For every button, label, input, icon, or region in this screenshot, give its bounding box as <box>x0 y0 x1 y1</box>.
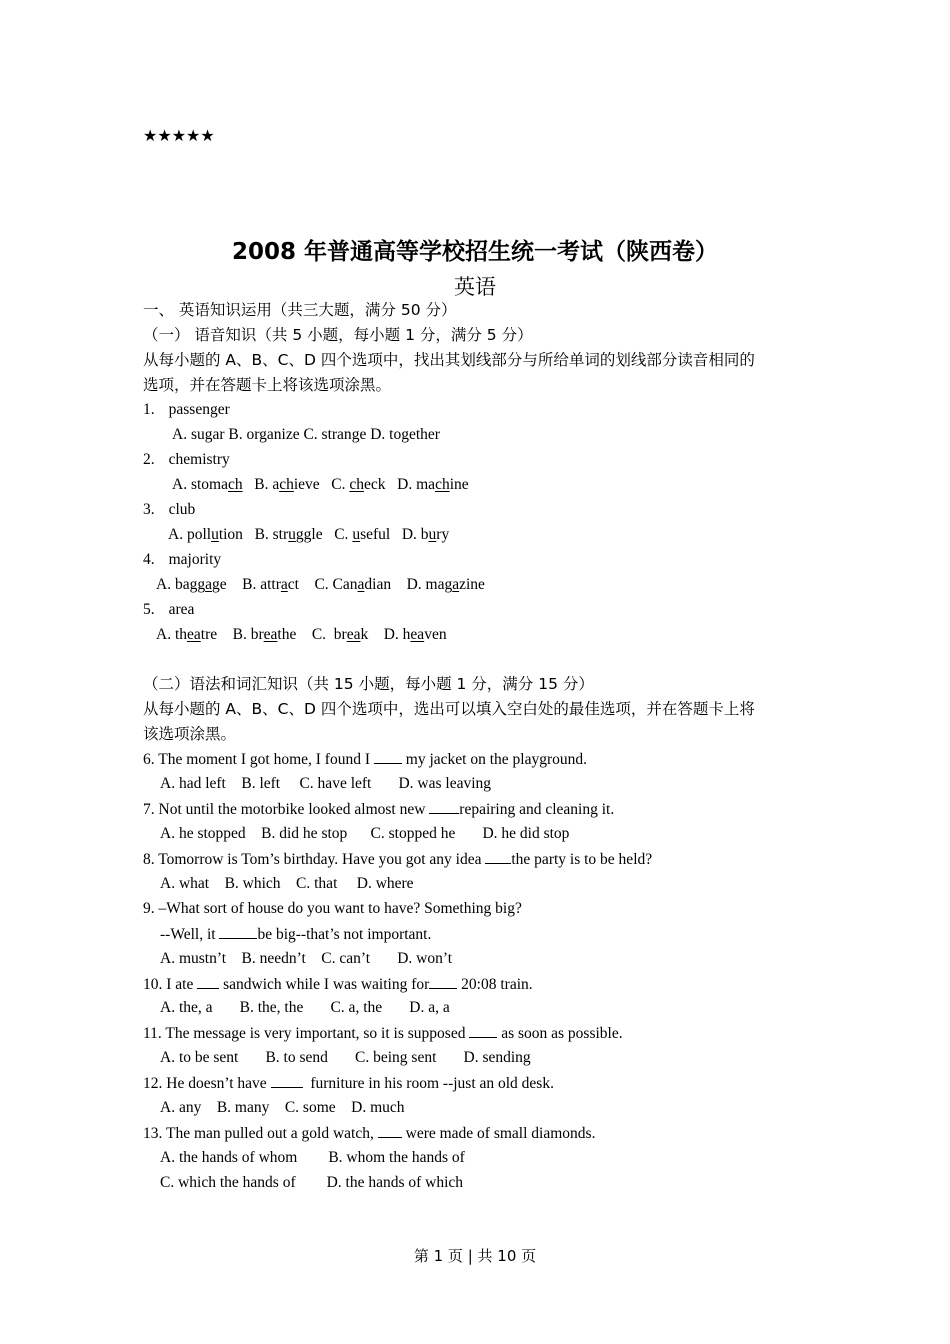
underlined-letters: g <box>204 426 213 443</box>
option: A. stomach <box>172 476 243 493</box>
rating-stars: ★★★★★ <box>143 126 215 145</box>
question-10: 10. I ate sandwich while I was waiting for 20:08 train. <box>143 976 533 993</box>
question-number: 3. <box>143 501 155 518</box>
option: A. pollution <box>168 526 243 543</box>
phonetic-question-4 <box>143 550 221 570</box>
underlined-letters: ea <box>263 626 278 643</box>
underlined-letters: ea <box>410 626 425 643</box>
underlined-letters: g <box>401 426 409 443</box>
question-8: 8. Tomorrow is Tom’s birthday. Have you got any idea the party is to be held? <box>143 851 653 868</box>
target-word: majority <box>168 551 222 568</box>
answer-blank <box>374 749 402 764</box>
page-footer: 第 1 页 | 共 10 页 <box>413 1247 537 1265</box>
target-word: passenger <box>168 401 230 418</box>
phonetic-options-4 <box>156 575 485 595</box>
phonetic-options-3 <box>168 525 449 545</box>
underlined-letters: a <box>357 576 365 593</box>
option: A. sugar <box>172 426 225 443</box>
target-word: chemistry <box>168 451 230 468</box>
question-13-options-cd: C. which the hands of D. the hands of which <box>160 1174 464 1191</box>
option: A. theatre <box>156 626 218 643</box>
question-9-reply: --Well, it be big--that’s not important. <box>160 926 432 943</box>
underlined-letters: g <box>351 426 360 443</box>
option: C. useful <box>334 526 391 543</box>
question-9-options: A. mustn’t B. needn’t C. can’t D. won’t <box>160 950 453 967</box>
underlined-letters: ch <box>227 476 243 493</box>
question-9: 9. –What sort of house do you want to have? Something big? <box>143 900 522 917</box>
phonetic-options-2 <box>172 475 469 495</box>
question-10-options: A. the, a B. the, the C. a, the D. a, a <box>160 999 450 1016</box>
question-12: 12. He doesn’t have furniture in his room --just an old desk. <box>143 1075 554 1092</box>
option: D. magazine <box>406 576 485 593</box>
option: D. machine <box>397 476 469 493</box>
option: D. heaven <box>383 626 447 643</box>
answer-blank <box>429 974 457 989</box>
option: D. together <box>370 426 440 443</box>
underlined-letters: u <box>428 526 437 543</box>
question-13-options-ab: A. the hands of whom B. whom the hands of <box>160 1149 465 1166</box>
phonetic-options-1 <box>172 425 440 445</box>
phonetic-question-3 <box>143 500 195 520</box>
option: B. breathe <box>232 626 297 643</box>
underlined-letters: u <box>352 526 361 543</box>
underlined-letters: ea <box>187 626 201 643</box>
part2-instruction: 从每小题的 A、B、C、D 四个选项中，选出可以填入空白处的最佳选项，并在答题卡上将 <box>143 700 755 718</box>
phonetic-question-2 <box>143 450 230 470</box>
question-11: 11. The message is very important, so it is supposed as soon as possible. <box>143 1025 623 1042</box>
answer-blank <box>197 974 219 989</box>
section-heading: 一、 英语知识运用（共三大题，满分 50 分） <box>143 301 457 319</box>
underlined-letters: ea <box>346 626 361 643</box>
part2-instruction-cont: 该选项涂黑。 <box>143 725 237 743</box>
question-6: 6. The moment I got home, I found I my jacket on the playground. <box>143 751 587 768</box>
question-6-options: A. had left B. left C. have left D. was leaving <box>160 775 492 792</box>
option: C. check <box>331 476 386 493</box>
answer-blank <box>429 799 459 814</box>
exam-title: 2008 年普通高等学校招生统一考试（陕西卷） <box>231 239 719 265</box>
target-word: area <box>168 601 195 618</box>
answer-blank <box>469 1023 497 1038</box>
part1-heading: （一） 语音知识（共 5 小题，每小题 1 分，满分 5 分） <box>143 326 533 344</box>
question-7: 7. Not until the motorbike looked almost new repairing and cleaning it. <box>143 801 615 818</box>
question-number: 2. <box>143 451 155 468</box>
part1-instruction: 从每小题的 A、B、C、D 四个选项中，找出其划线部分与所给单词的划线部分读音相同的 <box>143 351 755 369</box>
underlined-letters: g <box>259 426 267 443</box>
option: C. Canadian <box>314 576 392 593</box>
phonetic-question-5 <box>143 600 194 620</box>
answer-blank <box>378 1123 402 1138</box>
question-number: 5. <box>143 601 155 618</box>
part2-heading: （二）语法和词汇知识（共 15 小题，每小题 1 分，满分 15 分） <box>143 675 594 693</box>
question-7-options: A. he stopped B. did he stop C. stopped he D. he did stop <box>160 825 570 842</box>
question-13: 13. The man pulled out a gold watch, were made of small diamonds. <box>143 1125 596 1142</box>
answer-blank <box>485 849 511 864</box>
question-number: 1. <box>143 401 155 418</box>
option: D. bury <box>401 526 450 543</box>
underlined-letters: a <box>280 576 288 593</box>
phonetic-question-1 <box>143 400 230 420</box>
option: B. organize <box>228 426 300 443</box>
option: A. baggage <box>156 576 227 593</box>
underlined-letters: u <box>211 526 219 543</box>
answer-blank <box>271 1073 303 1088</box>
phonetic-options-5 <box>156 625 447 645</box>
underlined-letters: a <box>205 576 212 593</box>
option: B. struggle <box>254 526 323 543</box>
question-12-options: A. any B. many C. some D. much <box>160 1099 405 1116</box>
exam-subject: 英语 <box>454 275 496 299</box>
part1-instruction-cont: 选项，并在答题卡上将该选项涂黑。 <box>143 376 392 394</box>
underlined-letters: u <box>288 526 296 543</box>
option: C. break <box>311 626 369 643</box>
target-word: club <box>168 501 196 518</box>
underlined-letters: ch <box>435 476 450 493</box>
option: C. strange <box>303 426 367 443</box>
underlined-letters: ch <box>349 476 365 493</box>
question-number: 4. <box>143 551 155 568</box>
underlined-letters: a <box>452 576 460 593</box>
question-8-options: A. what B. which C. that D. where <box>160 875 414 892</box>
option: B. achieve <box>254 476 320 493</box>
question-11-options: A. to be sent B. to send C. being sent D. sending <box>160 1049 531 1066</box>
option: B. attract <box>242 576 299 593</box>
underlined-letters: ch <box>279 476 294 493</box>
answer-blank <box>219 924 257 939</box>
